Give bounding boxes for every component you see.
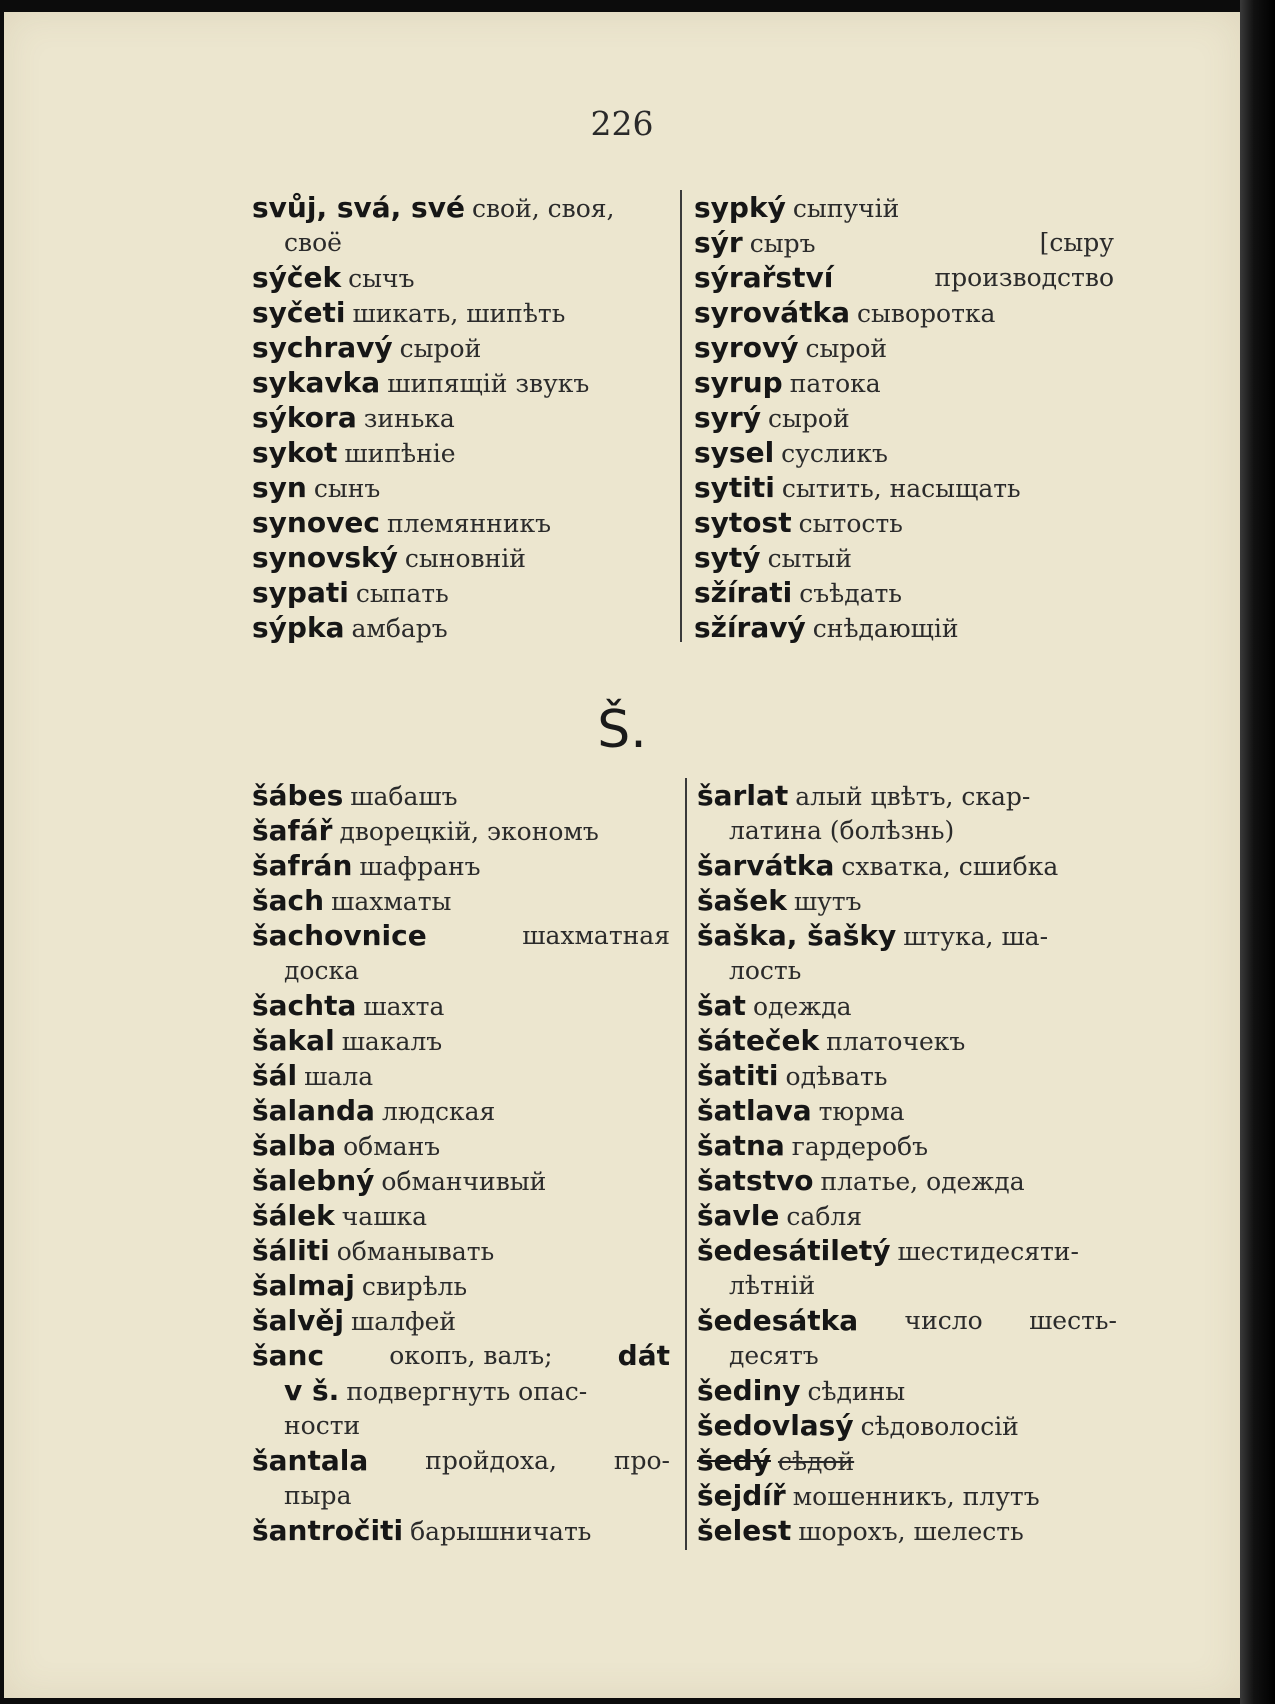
- entry-translation: сытить, насыщать: [781, 474, 1021, 503]
- dictionary-entry: [694, 330, 1114, 365]
- entry-headword: sýkora: [252, 401, 357, 434]
- dictionary-entry: [697, 918, 1117, 953]
- dictionary-entry: [252, 575, 662, 610]
- entry-translation: снѣдающій: [812, 614, 959, 643]
- entry-translation: сѣдоволосій: [860, 1412, 1019, 1441]
- entry-headword: syrovátka: [694, 296, 851, 329]
- entry-translation: тюрма: [818, 1097, 905, 1126]
- entry-headword: šakal: [252, 1024, 335, 1057]
- entry-headword: šálek: [252, 1199, 335, 1232]
- entry-translation: сѣдины: [807, 1377, 906, 1406]
- entry-translation: сынъ: [313, 474, 381, 503]
- entry-translation: съѣдать: [799, 579, 902, 608]
- entry-headword: šáliti: [252, 1234, 330, 1267]
- entry-translation: сыръ: [749, 229, 816, 258]
- dictionary-entry: [697, 988, 1117, 1023]
- dictionary-entry: [697, 1198, 1117, 1233]
- dictionary-entry: [697, 1443, 1117, 1478]
- entry-continuation: лѣтній: [729, 1271, 816, 1300]
- entry-continuation: доска: [284, 956, 359, 985]
- dictionary-entry: [252, 883, 670, 918]
- dictionary-entry: [252, 435, 662, 470]
- entry-translation: сабля: [786, 1202, 863, 1231]
- entry-translation: обманчивый: [381, 1167, 547, 1196]
- column-divider-bottom: [685, 778, 687, 1550]
- dictionary-entry: [697, 1058, 1117, 1093]
- entry-translation: сыновній: [404, 544, 526, 573]
- entry-translation: шутъ: [793, 887, 862, 916]
- dictionary-entry: [252, 1163, 670, 1198]
- entry-headword: šachovnice: [252, 919, 427, 952]
- dictionary-entry: [694, 610, 1114, 645]
- dictionary-entry: [694, 225, 1114, 260]
- entry-headword: šanc: [252, 1339, 325, 1372]
- dictionary-entry: [694, 400, 1114, 435]
- entry-continuation: своё: [284, 228, 342, 257]
- entry-headword: šáteček: [697, 1024, 820, 1057]
- dictionary-entry: [252, 1338, 670, 1373]
- column-divider-top: [680, 190, 682, 642]
- entry-headword: šatstvo: [697, 1164, 814, 1197]
- entry-continuation: десятъ: [729, 1341, 819, 1370]
- entry-translation: сытость: [798, 509, 903, 538]
- dictionary-entry: [252, 400, 662, 435]
- entry-headword: sýpka: [252, 611, 345, 644]
- entry-translation: шала: [304, 1062, 374, 1091]
- entry-translation: людская: [381, 1097, 496, 1126]
- entry-translation: сырой: [805, 334, 888, 363]
- entry-headword-extra: dát: [617, 1339, 670, 1372]
- entry-headword: šábes: [252, 779, 344, 812]
- entry-translation: шахматная: [522, 921, 670, 950]
- dictionary-entry: [252, 1373, 670, 1408]
- dictionary-entry: [697, 848, 1117, 883]
- entry-headword: šatlava: [697, 1094, 812, 1127]
- entry-headword: šarlat: [697, 779, 789, 812]
- entry-translation: сычъ: [348, 264, 415, 293]
- dictionary-entry: [252, 1198, 670, 1233]
- dictionary-entry: [694, 295, 1114, 330]
- dictionary-entry: [252, 953, 670, 988]
- entry-headword: sysel: [694, 436, 775, 469]
- entry-continuation: латина (болѣзнь): [729, 816, 955, 845]
- entry-headword: šatna: [697, 1129, 785, 1162]
- entry-translation: сыпучій: [792, 194, 900, 223]
- entry-translation: патока: [789, 369, 881, 398]
- dictionary-entry: [252, 1513, 670, 1548]
- entry-continuation: подвергнуть опас-: [346, 1377, 588, 1406]
- section-letter: Š.: [597, 700, 647, 760]
- entry-translation: шипящій звукъ: [387, 369, 590, 398]
- entry-headword: syrup: [694, 366, 783, 399]
- entry-translation: сырой: [767, 404, 850, 433]
- dictionary-entry: [252, 225, 662, 260]
- entry-headword: šedesátka: [697, 1304, 859, 1337]
- entry-headword: synovec: [252, 506, 380, 539]
- dictionary-entry: [697, 1408, 1117, 1443]
- dictionary-entry: [252, 505, 662, 540]
- entry-translation: обманывать: [336, 1237, 495, 1266]
- entry-headword: šavle: [697, 1199, 780, 1232]
- entry-translation: окопъ, валъ;: [389, 1341, 553, 1370]
- dictionary-entry: [252, 918, 670, 953]
- entry-translation: одежда: [752, 992, 852, 1021]
- column-bottom-left: [252, 778, 670, 1548]
- entry-translation: алый цвѣтъ, скар-: [795, 782, 1031, 811]
- dictionary-entry: [694, 470, 1114, 505]
- dictionary-entry: [697, 1128, 1117, 1163]
- dictionary-entry: [694, 365, 1114, 400]
- entry-headword: sytý: [694, 541, 761, 574]
- entry-translation: свой, своя,: [471, 194, 615, 223]
- entry-continuation: ности: [284, 1411, 361, 1440]
- entry-continuation: лость: [729, 956, 802, 985]
- dictionary-entry: [694, 260, 1114, 295]
- dictionary-entry: [697, 1373, 1117, 1408]
- entry-headword: šejdíř: [697, 1479, 786, 1512]
- dictionary-entry: [252, 1268, 670, 1303]
- entry-headword: sýrařství: [694, 261, 834, 294]
- entry-translation: шабашъ: [350, 782, 458, 811]
- entry-headword: šalanda: [252, 1094, 375, 1127]
- entry-headword: sypati: [252, 576, 349, 609]
- entry-translation: сусликъ: [781, 439, 888, 468]
- entry-headword: šašek: [697, 884, 787, 917]
- entry-translation: шахматы: [331, 887, 452, 916]
- entry-translation-extra: шесть-: [1029, 1306, 1117, 1335]
- entry-headword: šafrán: [252, 849, 353, 882]
- entry-translation: пройдоха,: [425, 1446, 557, 1475]
- column-top-left: [252, 190, 662, 645]
- entry-translation: одѣвать: [785, 1062, 888, 1091]
- entry-headword: sýček: [252, 261, 342, 294]
- entry-headword: syn: [252, 471, 307, 504]
- dictionary-entry: [252, 1478, 670, 1513]
- dictionary-entry: [252, 988, 670, 1023]
- entry-headword: sykot: [252, 436, 338, 469]
- entry-headword: sžírati: [694, 576, 793, 609]
- entry-translation: платочекъ: [826, 1027, 966, 1056]
- entry-headword: sychravý: [252, 331, 393, 364]
- entry-headword: šat: [697, 989, 746, 1022]
- entry-translation: зинька: [363, 404, 455, 433]
- entry-translation: сырой: [399, 334, 482, 363]
- entry-translation: чашка: [341, 1202, 427, 1231]
- entry-translation: сытый: [767, 544, 852, 573]
- dictionary-entry: [252, 1233, 670, 1268]
- entry-translation: штука, ша-: [903, 922, 1049, 951]
- dictionary-entry: [252, 813, 670, 848]
- dictionary-entry: [252, 295, 662, 330]
- entry-translation: шестидесяти-: [897, 1237, 1079, 1266]
- entry-headword: šedý: [697, 1444, 771, 1477]
- dictionary-entry: [252, 1058, 670, 1093]
- entry-headword: sýr: [694, 226, 743, 259]
- entry-translation: сыворотка: [857, 299, 996, 328]
- dictionary-entry: [252, 540, 662, 575]
- book-spine: [1240, 0, 1275, 1704]
- entry-headword: šál: [252, 1059, 298, 1092]
- entry-headword: šedovlasý: [697, 1409, 854, 1442]
- dictionary-entry: [252, 330, 662, 365]
- dictionary-entry: [252, 1128, 670, 1163]
- dictionary-entry: [697, 1023, 1117, 1058]
- entry-translation: дворецкій, экономъ: [339, 817, 599, 846]
- entry-translation: племянникъ: [386, 509, 552, 538]
- dictionary-entry: [252, 1408, 670, 1443]
- dictionary-entry: [697, 1303, 1117, 1338]
- entry-continuation: пыра: [284, 1481, 352, 1510]
- dictionary-entry: [252, 848, 670, 883]
- dictionary-entry: [694, 505, 1114, 540]
- dictionary-entry: [697, 778, 1117, 813]
- dictionary-entry: [252, 260, 662, 295]
- dictionary-entry: [697, 1478, 1117, 1513]
- dictionary-entry: [697, 1268, 1117, 1303]
- entry-headword: šarvátka: [697, 849, 835, 882]
- entry-headword: synovský: [252, 541, 398, 574]
- entry-headword: šantala: [252, 1444, 369, 1477]
- dictionary-entry: [252, 1303, 670, 1338]
- entry-headword: šalvěj: [252, 1304, 344, 1337]
- page-number: 226: [590, 104, 654, 143]
- dictionary-entry: [697, 1338, 1117, 1373]
- entry-headword: syčeti: [252, 296, 346, 329]
- dictionary-entry: [697, 1093, 1117, 1128]
- dictionary-entry: [252, 365, 662, 400]
- entry-headword: šalba: [252, 1129, 337, 1162]
- dictionary-entry: [697, 1513, 1117, 1548]
- dictionary-entry: [694, 540, 1114, 575]
- entry-translation: шалфей: [351, 1307, 457, 1336]
- dictionary-entry: [252, 610, 662, 645]
- entry-translation: число: [904, 1306, 983, 1335]
- dictionary-entry: [697, 1163, 1117, 1198]
- dictionary-entry: [694, 575, 1114, 610]
- entry-translation: гардеробъ: [791, 1132, 928, 1161]
- dictionary-entry: [252, 190, 662, 225]
- entry-headword: sžíravý: [694, 611, 806, 644]
- entry-translation: свирѣль: [361, 1272, 468, 1301]
- entry-headword: šalmaj: [252, 1269, 355, 1302]
- dictionary-entry: [252, 1023, 670, 1058]
- entry-headword: sytost: [694, 506, 792, 539]
- entry-translation: барышничать: [410, 1517, 592, 1546]
- entry-translation: сыпать: [355, 579, 449, 608]
- entry-headword: šantročiti: [252, 1514, 404, 1547]
- dictionary-entry: [252, 1443, 670, 1478]
- entry-headword: šachta: [252, 989, 357, 1022]
- entry-translation: шорохъ, шелесть: [798, 1517, 1024, 1546]
- dictionary-entry: [252, 778, 670, 813]
- entry-headword: šaška, šašky: [697, 919, 897, 952]
- entry-headword: sypký: [694, 191, 786, 224]
- dictionary-entry: [697, 813, 1117, 848]
- entry-headword: sytiti: [694, 471, 775, 504]
- entry-translation: шахта: [363, 992, 445, 1021]
- entry-headword: šedesátiletý: [697, 1234, 891, 1267]
- entry-translation: шакалъ: [341, 1027, 443, 1056]
- dictionary-entry: [697, 883, 1117, 918]
- entry-translation: схватка, сшибка: [841, 852, 1059, 881]
- dictionary-entry: [697, 953, 1117, 988]
- entry-headword: šalebný: [252, 1164, 375, 1197]
- entry-headword: syrový: [694, 331, 799, 364]
- dictionary-entry: [252, 470, 662, 505]
- entry-translation: шикать, шипѣть: [352, 299, 566, 328]
- entry-translation: амбаръ: [351, 614, 448, 643]
- dictionary-entry: [697, 1233, 1117, 1268]
- entry-translation: сѣдой: [777, 1447, 855, 1476]
- entry-headword: syrý: [694, 401, 761, 434]
- entry-translation: производство: [934, 263, 1114, 292]
- column-top-right: [694, 190, 1114, 645]
- dictionary-entry: [694, 435, 1114, 470]
- entry-headword: šach: [252, 884, 325, 917]
- entry-headword: šatiti: [697, 1059, 779, 1092]
- entry-translation: платье, одежда: [820, 1167, 1025, 1196]
- entry-translation: шафранъ: [359, 852, 481, 881]
- dictionary-entry: [252, 1093, 670, 1128]
- dictionary-entry: [694, 190, 1114, 225]
- entry-translation-extra: про-: [613, 1446, 670, 1475]
- entry-translation: обманъ: [343, 1132, 441, 1161]
- entry-headword: šafář: [252, 814, 333, 847]
- dictionary-page: [4, 12, 1240, 1698]
- entry-continuation-headword: v š.: [284, 1374, 340, 1407]
- entry-translation: шипѣніе: [344, 439, 456, 468]
- entry-headword: svůj, svá, své: [252, 191, 465, 224]
- entry-headword: šediny: [697, 1374, 801, 1407]
- entry-headword: sykavka: [252, 366, 381, 399]
- column-bottom-right: [697, 778, 1117, 1548]
- entry-headword: šelest: [697, 1514, 792, 1547]
- entry-translation: мошенникъ, плутъ: [792, 1482, 1040, 1511]
- entry-translation-extra: [сыру: [1039, 228, 1114, 257]
